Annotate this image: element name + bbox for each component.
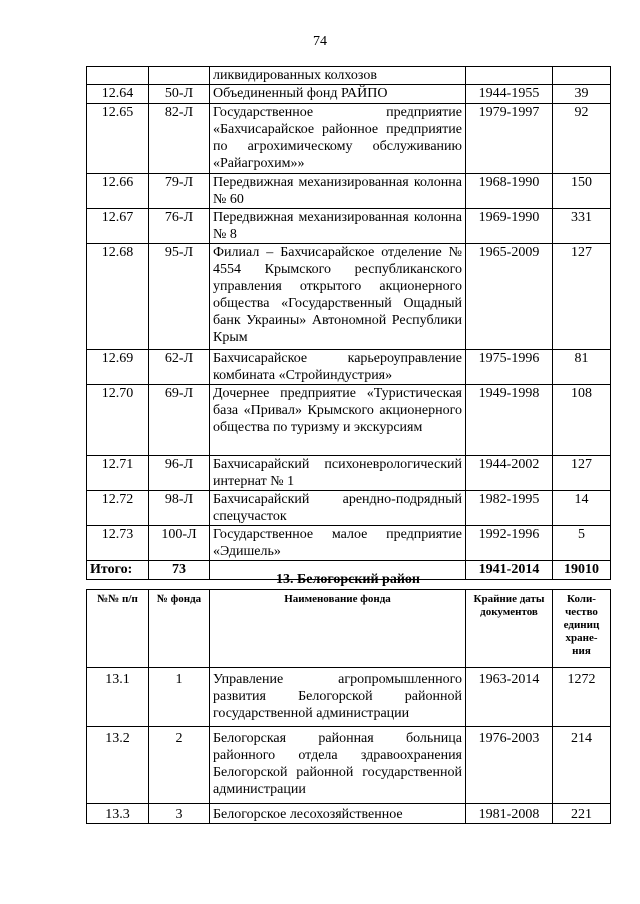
row-name: Белогорское лесохозяйственное xyxy=(210,804,466,824)
table-row xyxy=(87,174,611,209)
funds-table-belogorsk xyxy=(86,589,611,824)
row-count: 127 xyxy=(553,244,611,350)
row-fund: 79-Л xyxy=(149,174,210,209)
row-fund xyxy=(149,67,210,85)
row-fund: 82-Л xyxy=(149,104,210,174)
table-row xyxy=(87,104,611,174)
table-row xyxy=(87,350,611,385)
row-name: Дочернее предприятие «Туристическая база «Привал» Крымского акционерного общества по туризму и экскурсиям xyxy=(210,385,466,456)
table-row xyxy=(87,727,611,804)
row-dates: 1992-1996 xyxy=(466,526,553,561)
row-fund: 100-Л xyxy=(149,526,210,561)
row-fund: 2 xyxy=(149,727,210,804)
table-row xyxy=(87,456,611,491)
row-num: 13.1 xyxy=(87,668,149,727)
row-count: 1272 xyxy=(553,668,611,727)
row-num: 13.2 xyxy=(87,727,149,804)
section-title: 13. Белогорский район xyxy=(276,572,420,587)
row-dates: 1949-1998 xyxy=(466,385,553,456)
row-dates: 1975-1996 xyxy=(466,350,553,385)
row-fund: 76-Л xyxy=(149,209,210,244)
row-num: 12.72 xyxy=(87,491,149,526)
table-row xyxy=(87,491,611,526)
row-count xyxy=(553,67,611,85)
table-row xyxy=(87,526,611,561)
table-row xyxy=(87,668,611,727)
row-fund: 62-Л xyxy=(149,350,210,385)
row-fund: 98-Л xyxy=(149,491,210,526)
row-num: 12.68 xyxy=(87,244,149,350)
row-num: 12.65 xyxy=(87,104,149,174)
row-num: 12.64 xyxy=(87,85,149,104)
row-num: 12.67 xyxy=(87,209,149,244)
table-row xyxy=(87,85,611,104)
row-num xyxy=(87,67,149,85)
row-name: Передвижная механизированная колонна № 60 xyxy=(210,174,466,209)
row-name: Филиал – Бахчисарайское отделение № 4554 Крымского республиканского управления открытого акционерного общества «Государственный Ощадный банк Украины» Автономной Республики Крым xyxy=(210,244,466,350)
funds-table-continued xyxy=(86,66,611,580)
header-num: №№ п/п xyxy=(87,590,149,668)
row-fund: 3 xyxy=(149,804,210,824)
row-num: 12.71 xyxy=(87,456,149,491)
row-count: 127 xyxy=(553,456,611,491)
row-dates: 1963-2014 xyxy=(466,668,553,727)
row-name: Объединенный фонд РАЙПО xyxy=(210,85,466,104)
row-count: 5 xyxy=(553,526,611,561)
table-row xyxy=(87,804,611,824)
row-name: ликвидированных колхозов xyxy=(210,67,466,85)
header-count: Коли- чество единиц хране- ния xyxy=(553,590,611,668)
total-dates: 1941-2014 xyxy=(466,561,553,580)
header-name: Наименование фонда xyxy=(210,590,466,668)
row-num: 12.73 xyxy=(87,526,149,561)
row-dates: 1965-2009 xyxy=(466,244,553,350)
row-count: 221 xyxy=(553,804,611,824)
row-dates xyxy=(466,67,553,85)
table-header-row xyxy=(87,590,611,668)
row-dates: 1944-2002 xyxy=(466,456,553,491)
row-count: 81 xyxy=(553,350,611,385)
row-name: Бахчисарайское карьероуправление комбината «Стройиндустрия» xyxy=(210,350,466,385)
row-num: 12.66 xyxy=(87,174,149,209)
row-dates: 1969-1990 xyxy=(466,209,553,244)
row-count: 150 xyxy=(553,174,611,209)
page-number: 74 xyxy=(313,34,327,49)
header-dates: Крайние даты документов xyxy=(466,590,553,668)
row-name: Управление агропромышленного развития Белогорской районной государственной администрации xyxy=(210,668,466,727)
row-fund: 1 xyxy=(149,668,210,727)
row-dates: 1982-1995 xyxy=(466,491,553,526)
row-name: Государственное предприятие «Бахчисарайское районное предприятие по агрохимическому обслуживанию «Райагрохим»» xyxy=(210,104,466,174)
total-count: 19010 xyxy=(553,561,611,580)
row-count: 108 xyxy=(553,385,611,456)
row-dates: 1944-1955 xyxy=(466,85,553,104)
row-name: Передвижная механизированная колонна № 8 xyxy=(210,209,466,244)
row-name: Белогорская районная больница районного отдела здравоохранения Белогорской районной государственной администрации xyxy=(210,727,466,804)
row-dates: 1976-2003 xyxy=(466,727,553,804)
total-label: Итого: xyxy=(87,561,149,580)
row-count: 331 xyxy=(553,209,611,244)
total-fund-count: 73 xyxy=(149,561,210,580)
row-count: 39 xyxy=(553,85,611,104)
table-row xyxy=(87,244,611,350)
row-count: 14 xyxy=(553,491,611,526)
row-name: Бахчисарайский арендно-подрядный спецучасток xyxy=(210,491,466,526)
row-fund: 95-Л xyxy=(149,244,210,350)
header-fund: № фонда xyxy=(149,590,210,668)
row-count: 214 xyxy=(553,727,611,804)
row-dates: 1981-2008 xyxy=(466,804,553,824)
row-count: 92 xyxy=(553,104,611,174)
row-name: Государственное малое предприятие «Эдишель» xyxy=(210,526,466,561)
row-num: 12.70 xyxy=(87,385,149,456)
table-row xyxy=(87,209,611,244)
row-dates: 1968-1990 xyxy=(466,174,553,209)
row-name: Бахчисарайский психоневрологический интернат № 1 xyxy=(210,456,466,491)
row-fund: 50-Л xyxy=(149,85,210,104)
table-row xyxy=(87,385,611,456)
row-dates: 1979-1997 xyxy=(466,104,553,174)
row-fund: 96-Л xyxy=(149,456,210,491)
row-num: 12.69 xyxy=(87,350,149,385)
table-row xyxy=(87,67,611,85)
row-fund: 69-Л xyxy=(149,385,210,456)
row-num: 13.3 xyxy=(87,804,149,824)
